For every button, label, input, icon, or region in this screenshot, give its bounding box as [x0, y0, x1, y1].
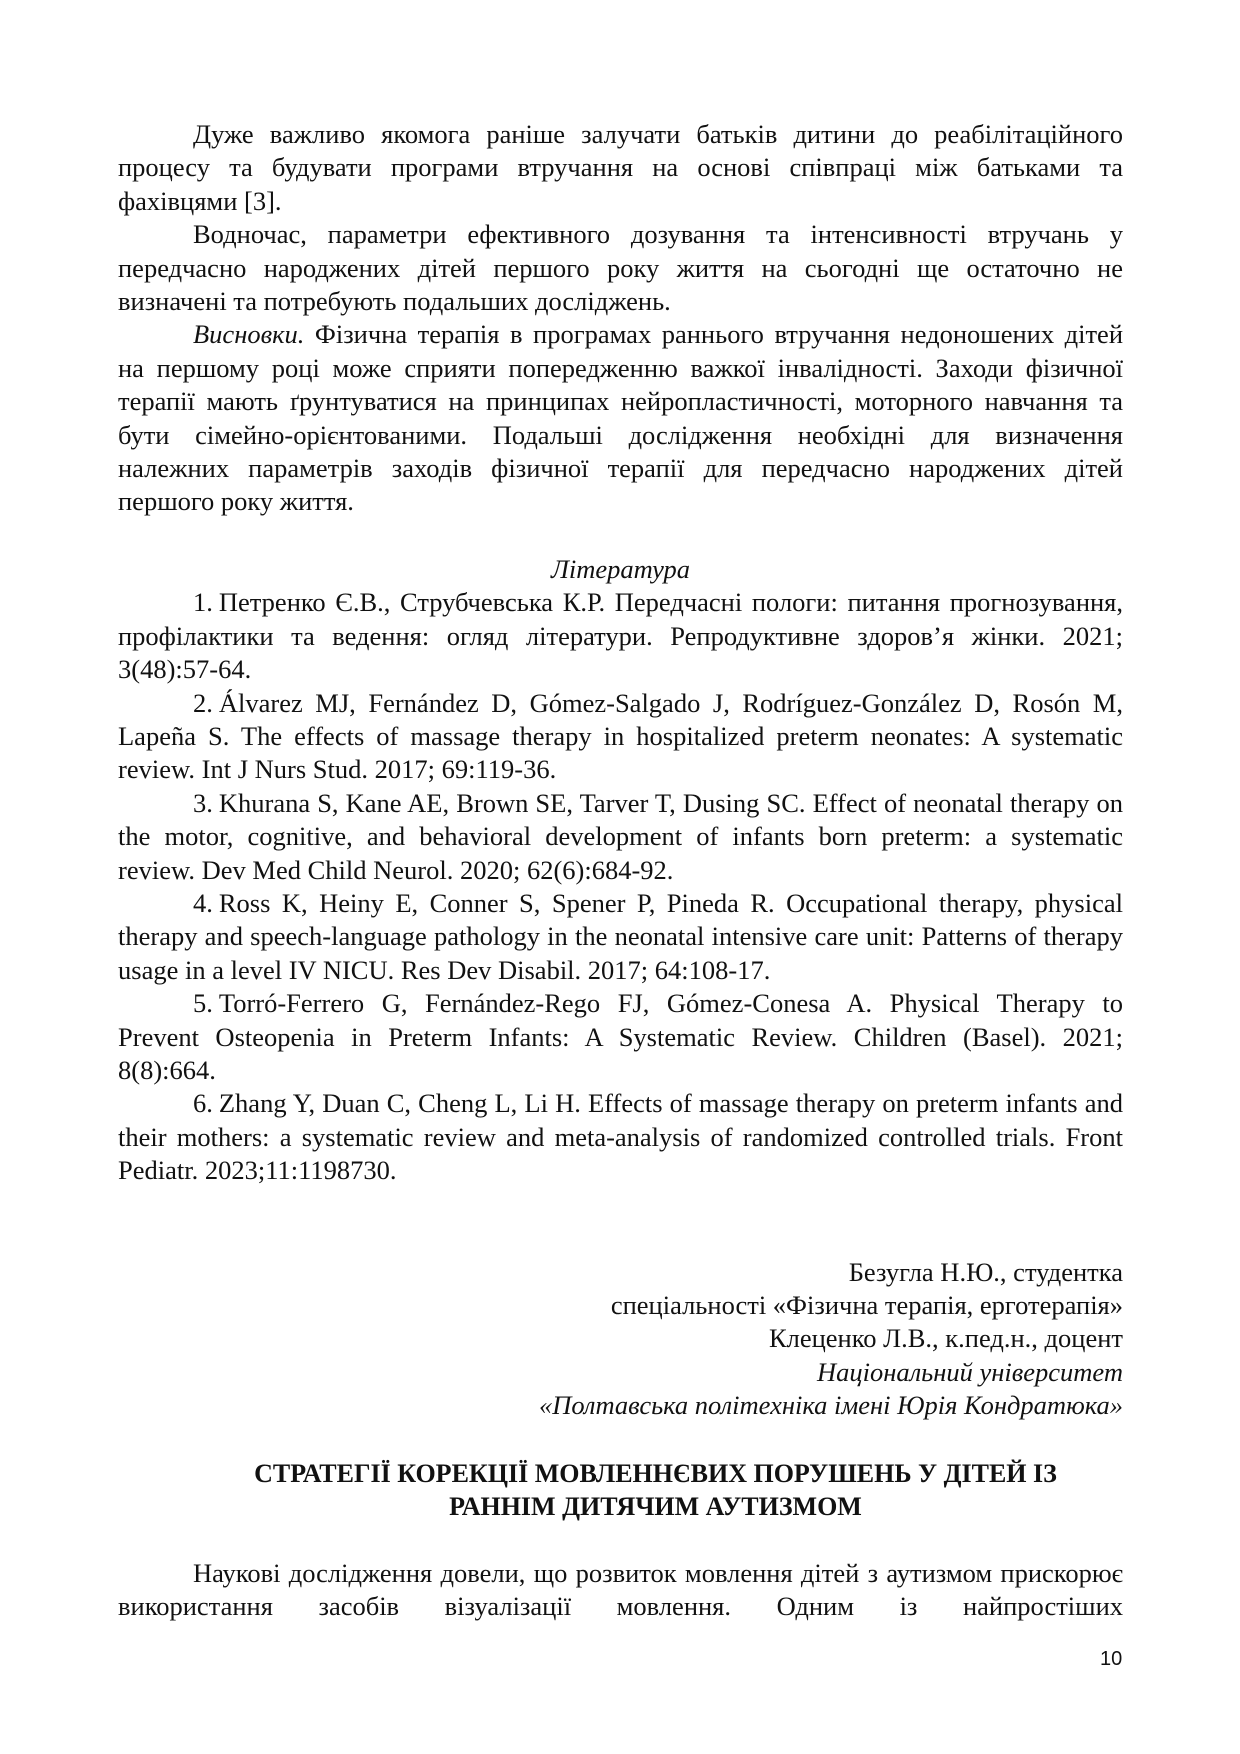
reference-item	[118, 1087, 1123, 1187]
affiliation-line: «Полтавська політехніка імені Юрія Кондратюка»	[538, 1390, 1123, 1421]
author-line: Безугла Н.Ю., студентка	[848, 1256, 1123, 1287]
page-number: 10	[1100, 1648, 1123, 1670]
reference-text: Álvarez MJ, Fernández D, Gómez-Salgado J, Rodríguez-González D, Rosón M, Lapeña S. The effects of massage therapy in hospitalized preterm neonates: A systematic review. Int J Nurs Stud. 2017; 69:119-36.	[118, 687, 1123, 785]
references-heading: Література	[550, 553, 691, 584]
paragraph-intro: Наукові дослідження довели, що розвиток мовлення дітей з аутизмом прискорює використання засобів візуалізації мовлення. Одним із найпростіших	[118, 1557, 1123, 1622]
document-page	[118, 118, 1123, 1623]
reference-text: Khurana S, Kane AE, Brown SE, Tarver T, Dusing SC. Effect of neonatal therapy on the motor, cognitive, and behavioral development of infants born preterm: a systematic review. Dev Med Child Neurol. 2020; 62(6):684-92.	[118, 787, 1123, 885]
conclusion-text: Фізична терапія в програмах раннього втручання недоношених дітей на першому році може сприяти попередженню важкої інвалідності. Заходи фізичної терапії мають ґрунтуватися на принципах нейропластичності, моторного навчання та бути сімейно-орієнтованими. Подальші дослідження необхідні для визначення належних параметрів заходів фізичної терапії для передчасно народжених дітей першого року життя.	[118, 319, 1123, 517]
author-line: Клеценко Л.В., к.пед.н., доцент	[768, 1323, 1123, 1354]
reference-number: 3.	[193, 787, 213, 818]
spacer	[118, 1523, 1123, 1557]
references-list	[118, 586, 1123, 1187]
paragraph-dosage-parameters: Водночас, параметри ефективного дозування та інтенсивності втручань у передчасно народжених дітей першого року життя на сьогодні ще остаточно не визначені та потребують подальших досліджень.	[118, 219, 1123, 317]
conclusion-label: Висновки.	[193, 319, 305, 350]
author-line: спеціальності «Фізична терапія, ерготерапія»	[610, 1290, 1123, 1320]
spacer	[118, 1188, 1123, 1222]
reference-text: Петренко Є.В., Струбчевська К.Р. Передчасні пологи: питання прогнозування, профілактики та ведення: огляд літератури. Репродуктивне здоров’я жінки. 2021; 3(48):57-64.	[118, 587, 1123, 685]
article-title	[118, 1457, 1123, 1523]
author-block	[118, 1256, 1123, 1423]
article-title-line: СТРАТЕГІЇ КОРЕКЦІЇ МОВЛЕННЄВИХ ПОРУШЕНЬ У ДІТЕЙ ІЗ	[254, 1458, 1057, 1488]
reference-number: 6.	[193, 1088, 213, 1119]
reference-number: 4.	[193, 887, 213, 918]
reference-text: Torró-Ferrero G, Fernández-Rego FJ, Gómez-Conesa A. Physical Therapy to Prevent Osteopenia in Preterm Infants: A Systematic Review. Children (Basel). 2021; 8(8):664.	[118, 988, 1123, 1085]
paragraph-conclusion	[118, 318, 1123, 518]
spacer	[118, 519, 1123, 553]
spacer	[118, 1423, 1123, 1457]
reference-number: 1.	[193, 587, 213, 618]
affiliation-line: Національний університет	[816, 1356, 1123, 1387]
article-title-line: РАННІМ ДИТЯЧИМ АУТИЗМОМ	[449, 1491, 862, 1521]
reference-item	[118, 787, 1123, 887]
reference-item	[118, 687, 1123, 787]
reference-item	[118, 987, 1123, 1087]
reference-text: Zhang Y, Duan C, Cheng L, Li H. Effects of massage therapy on preterm infants and their mothers: a systematic review and meta-analysis of randomized controlled trials. Front Pediatr. 2023;11:1198730.	[118, 1088, 1123, 1186]
reference-item	[118, 586, 1123, 686]
reference-number: 5.	[193, 988, 213, 1019]
reference-text: Ross K, Heiny E, Conner S, Spener P, Pineda R. Occupational therapy, physical therapy and speech-language pathology in the neonatal intensive care unit: Patterns of therapy usage in a level IV NICU. Res Dev Disabil. 2017; 64:108-17.	[118, 887, 1123, 985]
spacer	[118, 1222, 1123, 1256]
paragraph-parents-involvement: Дуже важливо якомога раніше залучати батьків дитини до реабілітаційного процесу та будувати програми втручання на основі співпраці між батьками та фахівцями [3].	[118, 119, 1123, 216]
reference-item	[118, 887, 1123, 987]
reference-number: 2.	[193, 687, 213, 718]
